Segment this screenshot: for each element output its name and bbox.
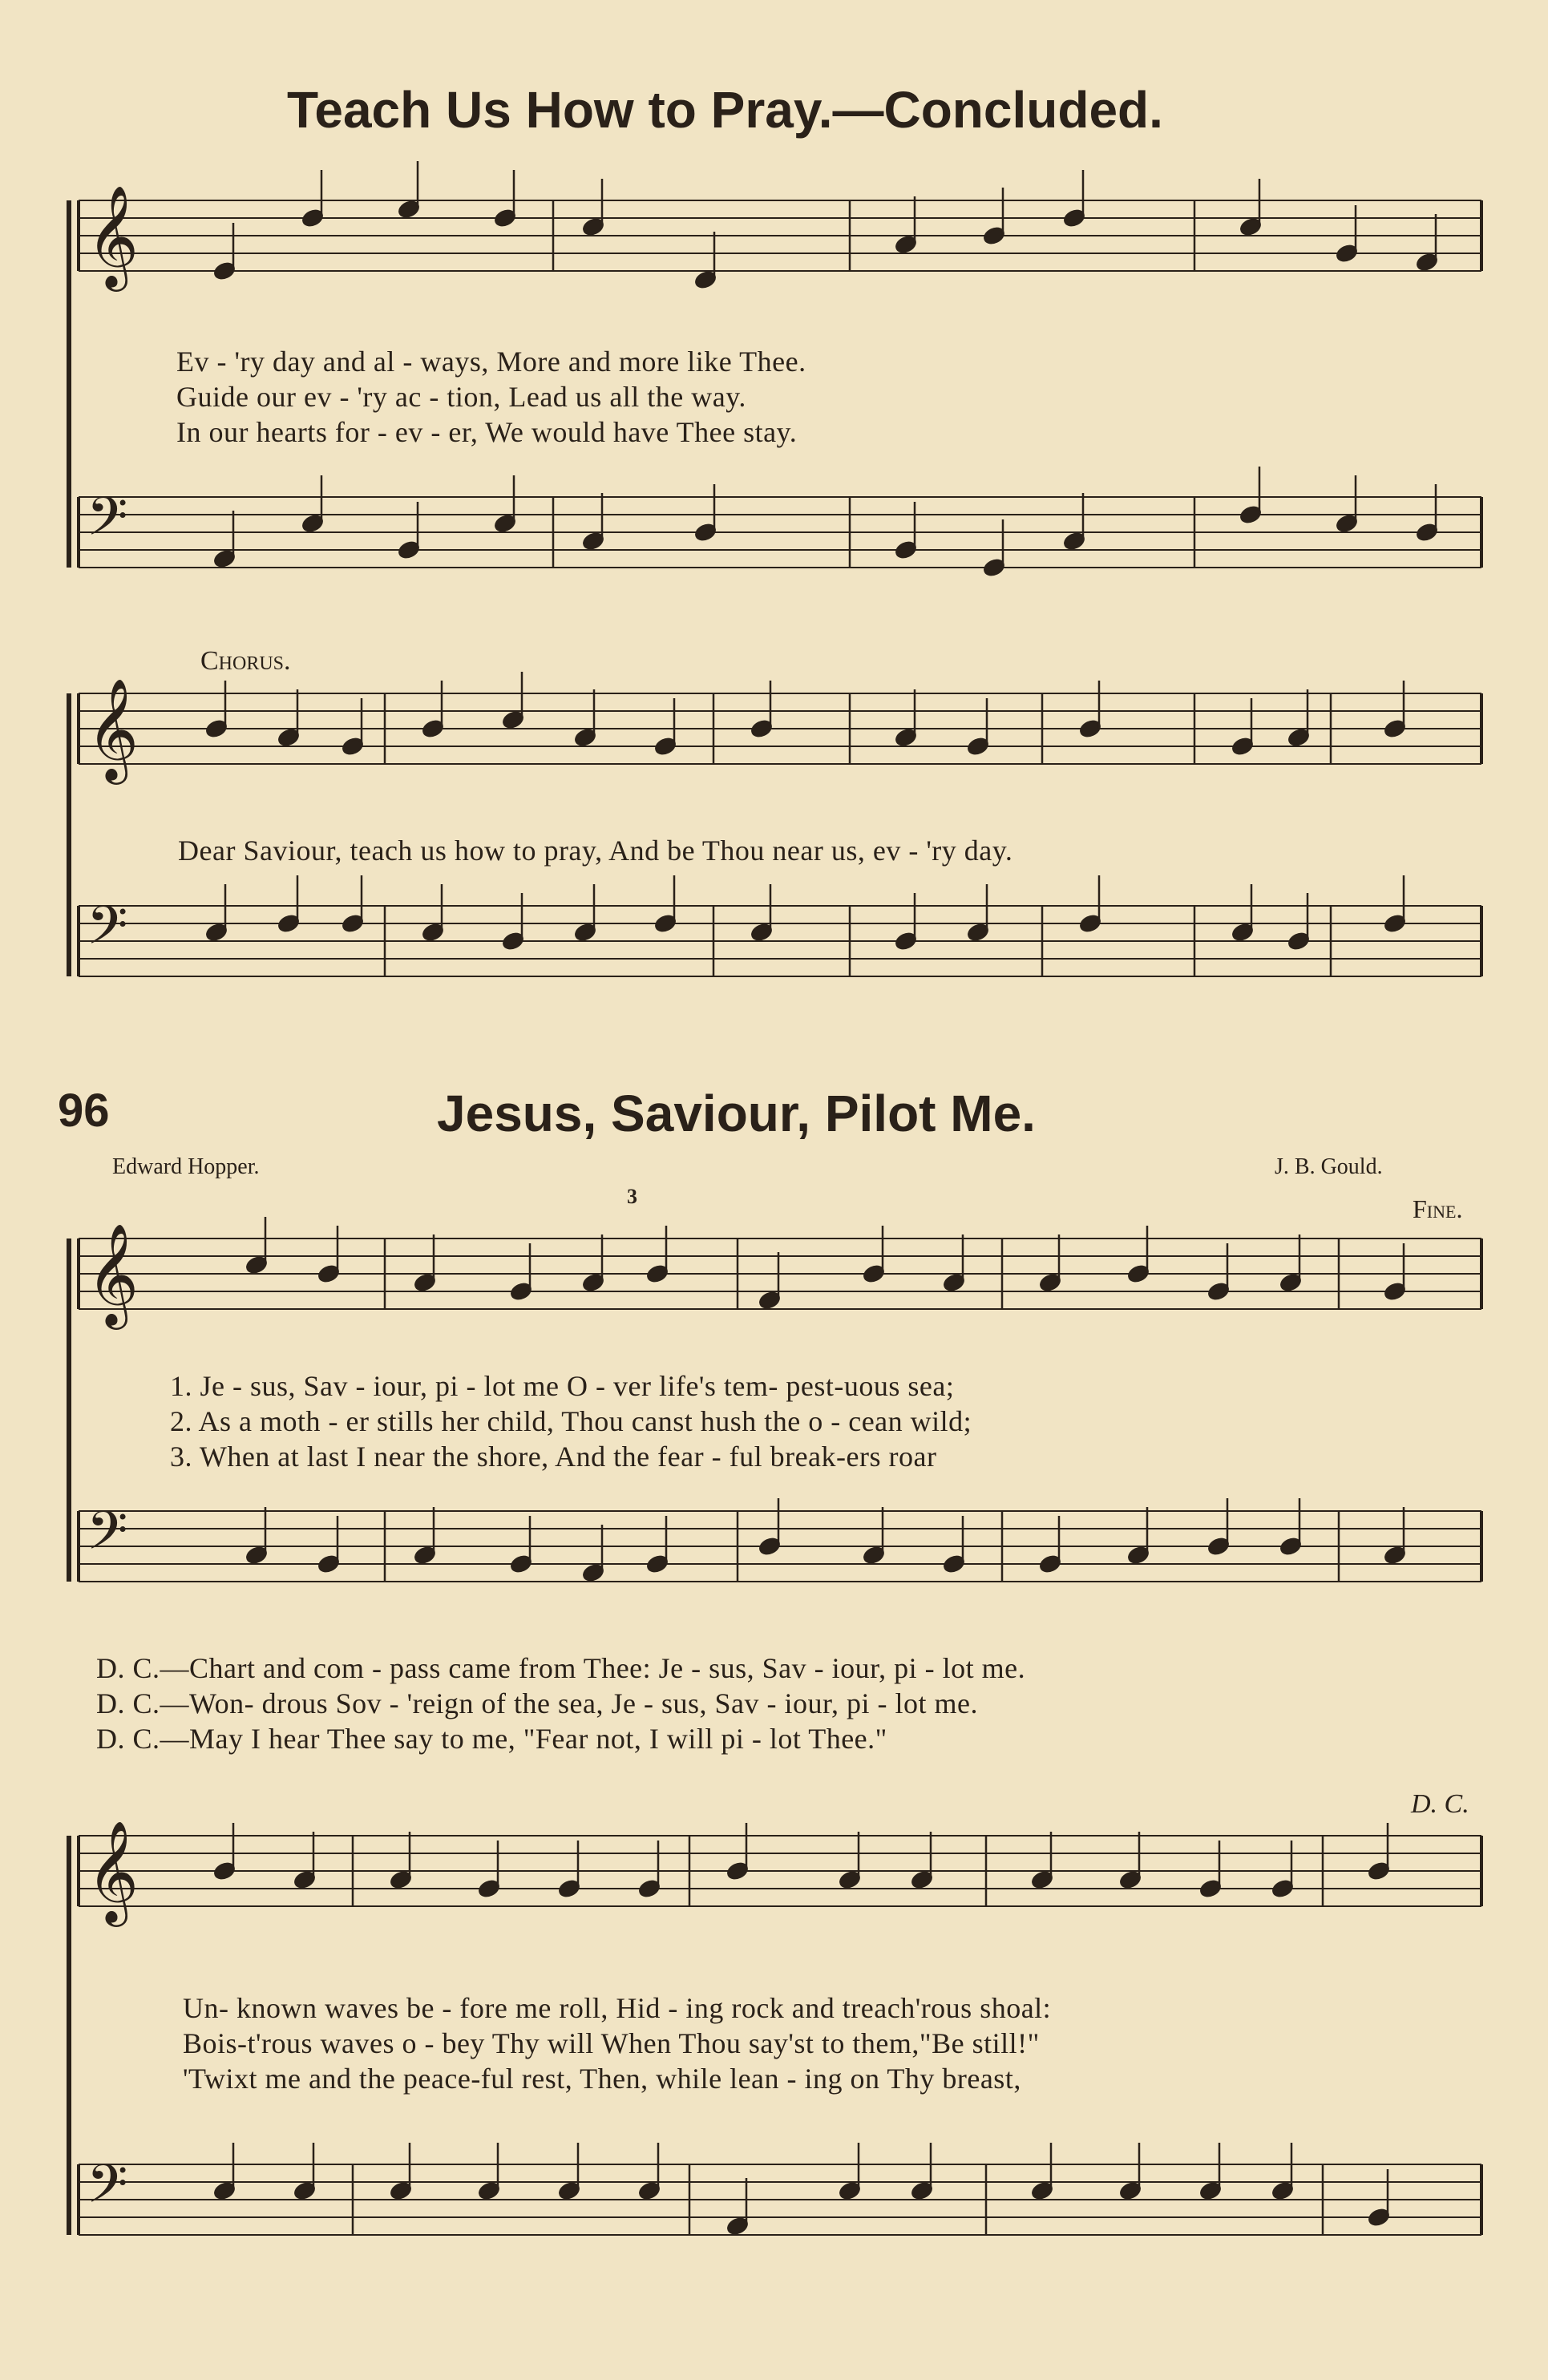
hymn-title-teach-us: Teach Us How to Pray.—Concluded. xyxy=(287,81,1163,139)
hymn-title-jesus-saviour: Jesus, Saviour, Pilot Me. xyxy=(437,1085,1036,1142)
dc-line-2: D. C.—Won- drous Sov - 'reign of the sea, Je - sus, Sav - iour, pi - lot me. xyxy=(96,1687,978,1719)
bass-clef-icon: 𝄢 xyxy=(87,1500,128,1574)
bass-clef-icon: 𝄢 xyxy=(87,486,128,560)
hymn2-verse-line-2: 2. As a moth - er stills her child, Thou canst hush the o - cean wild; xyxy=(170,1405,972,1437)
hymn2-verse-line-3: 3. When at last I near the shore, And the fear - ful break-ers roar xyxy=(170,1441,937,1473)
triplet-mark: 3 xyxy=(627,1185,637,1208)
treble-clef-icon: 𝄞 xyxy=(87,1820,139,1922)
dc-line-3: D. C.—May I hear Thee say to me, "Fear not, I will pi - lot Thee." xyxy=(96,1723,887,1755)
hymn-author: Edward Hopper. xyxy=(112,1154,260,1179)
dc-mark: D. C. xyxy=(1411,1789,1469,1819)
hymn2-second-line-2: Bois-t'rous waves o - bey Thy will When Thou say'st to them,"Be still!" xyxy=(183,2027,1040,2059)
treble-clef-icon: 𝄞 xyxy=(87,184,139,287)
bass-clef-icon: 𝄢 xyxy=(87,895,128,969)
chorus-line: Dear Saviour, teach us how to pray, And be Thou near us, ev - 'ry day. xyxy=(178,834,1013,867)
dc-line-1: D. C.—Chart and com - pass came from Thee: Je - sus, Sav - iour, pi - lot me. xyxy=(96,1652,1026,1684)
treble-clef-icon: 𝄞 xyxy=(87,677,139,780)
treble-clef-icon: 𝄞 xyxy=(87,1222,139,1325)
bass-clef-icon: 𝄢 xyxy=(87,2153,128,2228)
fine-mark: Fine. xyxy=(1413,1194,1463,1223)
hymn2-second-line-1: Un- known waves be - fore me roll, Hid - ing rock and treach'rous shoal: xyxy=(183,1992,1052,2024)
hymn1-verse-line-2: Guide our ev - 'ry ac - tion, Lead us all the way. xyxy=(176,381,746,413)
hymn1-verse-line-3: In our hearts for - ev - er, We would have Thee stay. xyxy=(176,416,798,448)
chorus-label: Chorus. xyxy=(200,646,291,676)
hymn1-verse-line-1: Ev - 'ry day and al - ways, More and more like Thee. xyxy=(176,345,806,378)
hymn2-second-line-3: 'Twixt me and the peace-ful rest, Then, while lean - ing on Thy breast, xyxy=(183,2063,1021,2095)
hymn-composer: J. B. Gould. xyxy=(1275,1154,1383,1179)
hymn-number: 96 xyxy=(58,1085,110,1137)
hymn2-verse-line-1: 1. Je - sus, Sav - iour, pi - lot me O - ver life's tem- pest-uous sea; xyxy=(170,1370,955,1402)
